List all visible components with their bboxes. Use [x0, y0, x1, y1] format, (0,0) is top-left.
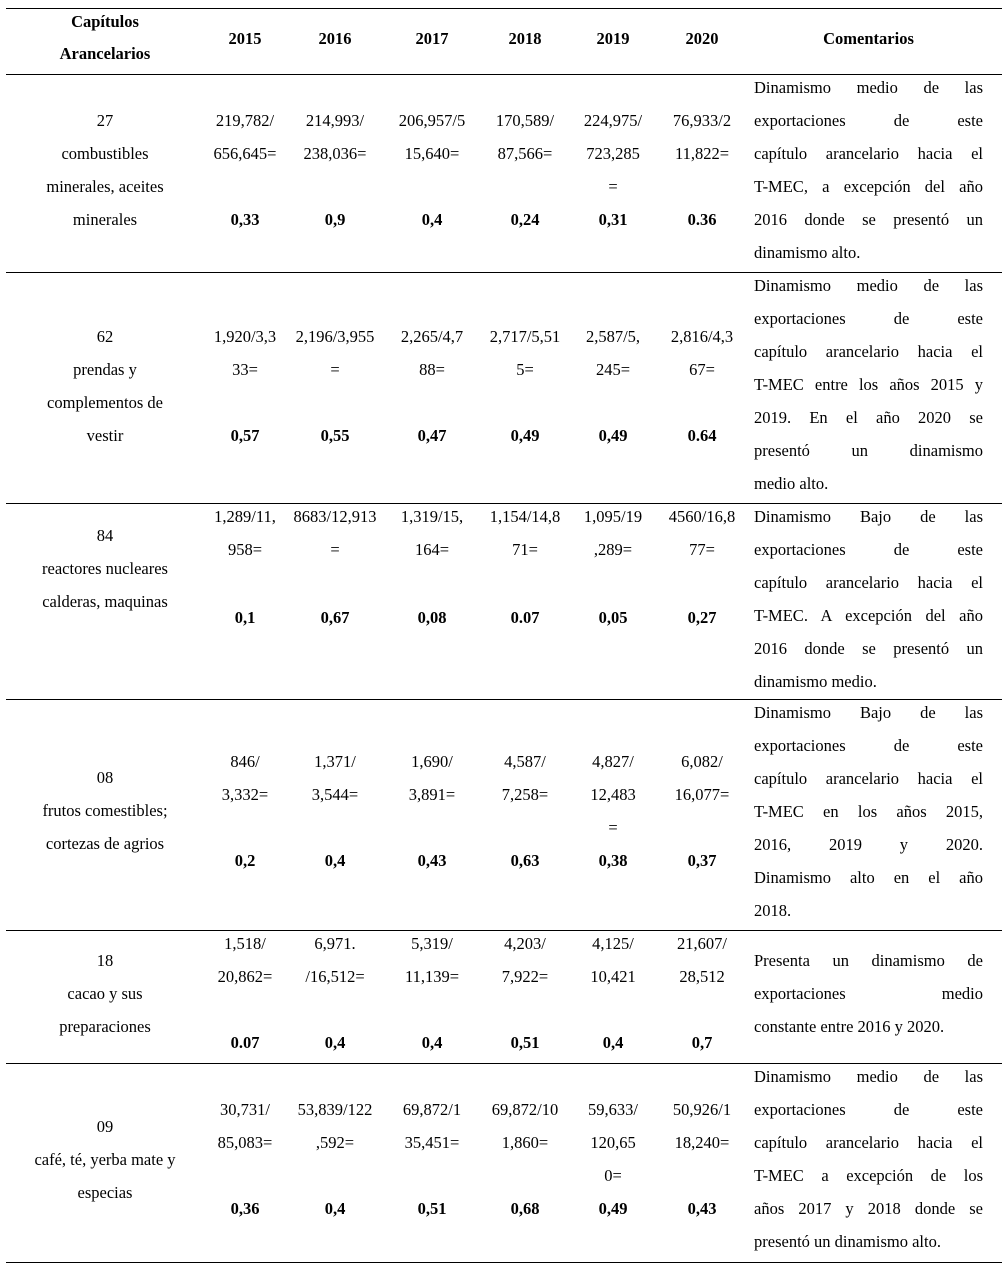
comment-line: exportaciones de este: [754, 309, 983, 328]
comment-cell: [754, 269, 983, 500]
ratio-formula-line: 2,717/5,51: [489, 327, 561, 346]
chapter-name-line: complementos de: [47, 393, 163, 412]
ratio-formula-line: 5=: [516, 360, 534, 379]
header-year-2018: 2018: [508, 29, 542, 48]
ratio-formula-line: 1,371/: [314, 752, 356, 771]
ratio-formula-line: ,592=: [315, 1133, 355, 1152]
table-bottom-rule: [6, 1262, 1002, 1263]
ratio-cell-2018: [478, 745, 572, 811]
ratio-formula-line: 1,690/: [411, 752, 453, 771]
ratio-value: 0.07: [230, 1033, 260, 1052]
ratio-formula-line: 6,971.: [314, 934, 356, 953]
ratio-value: 0,36: [230, 1199, 260, 1218]
ratio-formula-line: 120,65: [590, 1133, 636, 1152]
comment-line: dinamismo alto.: [754, 243, 861, 262]
ratio-value: 0,49: [598, 1199, 628, 1218]
ratio-formula-line: 18,240=: [674, 1133, 730, 1152]
ratio-formula-line: 219,782/: [215, 111, 275, 130]
ratio-value: 0,49: [510, 426, 540, 445]
chapter-cell: [14, 1110, 196, 1209]
chapter-cell: [14, 519, 196, 618]
ratio-cell-2020: [656, 104, 748, 170]
ratio-value: 0.36: [687, 210, 717, 229]
comment-cell: [754, 1060, 983, 1258]
ratio-formula-line: 10,421: [590, 967, 636, 986]
ratio-formula-line: =: [330, 360, 340, 379]
ratio-formula-line: 15,640=: [404, 144, 460, 163]
ratio-value: 0,2: [234, 851, 256, 870]
comment-line: exportaciones de este: [754, 540, 983, 559]
ratio-cell-2015: [196, 927, 294, 993]
ratio-value: 0,08: [417, 608, 447, 627]
comment-line: exportaciones medio: [754, 984, 983, 1003]
ratio-value: 0,43: [417, 851, 447, 870]
comment-line: exportaciones de este: [754, 1100, 983, 1119]
ratio-value: 0,4: [324, 1199, 346, 1218]
chapter-code: 09: [96, 1117, 114, 1136]
comment-line: 2016, 2019 y 2020.: [754, 835, 983, 854]
ratio-cell-2015: [196, 1093, 294, 1159]
ratio-formula-line: 67=: [689, 360, 715, 379]
chapter-name-line: especias: [77, 1183, 133, 1202]
ratio-formula-line: =: [330, 540, 340, 559]
chapter-name-line: vestir: [86, 426, 124, 445]
ratio-formula-line: 71=: [512, 540, 538, 559]
ratio-formula-line: ,289=: [593, 540, 633, 559]
ratio-value: 0,4: [324, 1033, 346, 1052]
header-chapters: [12, 5, 198, 70]
ratio-value: 0,4: [421, 210, 443, 229]
ratio-cell-2019: [570, 745, 656, 844]
comment-line: Dinamismo Bajo de las: [754, 703, 983, 722]
ratio-cell-2018: [478, 320, 572, 386]
ratio-value: 0,33: [230, 210, 260, 229]
ratio-formula-line: 245=: [595, 360, 631, 379]
comment-line: capítulo arancelario hacia el: [754, 769, 983, 788]
ratio-formula-line: 0=: [604, 1166, 622, 1185]
ratio-value: 0,7: [691, 1033, 713, 1052]
comment-line: T-MEC en los años 2015,: [754, 802, 983, 821]
header-chapters-line2: Arancelarios: [59, 44, 151, 63]
ratio-cell-2020: [656, 1093, 748, 1159]
ratio-value: 0,63: [510, 851, 540, 870]
ratio-cell-2015: [196, 745, 294, 811]
ratio-cell-2016: [286, 927, 384, 993]
ratio-formula-line: 164=: [414, 540, 450, 559]
ratio-value: 0,4: [421, 1033, 443, 1052]
chapter-cell: [14, 320, 196, 452]
chapter-code: 08: [96, 768, 114, 787]
chapter-code: 27: [96, 111, 114, 130]
comment-cell: [754, 696, 983, 927]
chapter-name-line: preparaciones: [59, 1017, 151, 1036]
ratio-formula-line: 69,872/10: [491, 1100, 559, 1119]
ratio-formula-line: 1,095/19: [583, 507, 643, 526]
header-year-2019: 2019: [596, 29, 630, 48]
ratio-value: 0,27: [687, 608, 717, 627]
chapter-code: 62: [96, 327, 114, 346]
comment-line: Dinamismo Bajo de las: [754, 507, 983, 526]
ratio-cell-2018: [478, 927, 572, 993]
ratio-formula-line: 77=: [689, 540, 715, 559]
chapter-code: 18: [96, 951, 114, 970]
ratio-value: 0,38: [598, 851, 628, 870]
ratio-formula-line: =: [608, 177, 618, 196]
ratio-formula-line: 28,512: [679, 967, 725, 986]
chapter-name-line: combustibles: [61, 144, 149, 163]
ratio-formula-line: 69,872/1: [402, 1100, 462, 1119]
ratio-cell-2017: [383, 500, 481, 566]
ratio-value: 0,43: [687, 1199, 717, 1218]
ratio-cell-2016: [286, 104, 384, 170]
ratio-cell-2019: [570, 320, 656, 386]
comment-line: Dinamismo medio de las: [754, 78, 983, 97]
ratio-cell-2016: [286, 745, 384, 811]
ratio-formula-line: 11,822=: [674, 144, 730, 163]
comment-line: 2019. En el año 2020 se: [754, 408, 983, 427]
chapter-code: 84: [96, 526, 114, 545]
ratio-formula-line: 2,816/4,3: [670, 327, 734, 346]
ratio-cell-2015: [196, 500, 294, 566]
ratio-value: 0,67: [320, 608, 350, 627]
ratio-formula-line: 2,265/4,7: [400, 327, 464, 346]
ratio-cell-2018: [478, 1093, 572, 1159]
chapter-name-line: minerales, aceites: [46, 177, 164, 196]
ratio-value: 0,55: [320, 426, 350, 445]
ratio-formula-line: 53,839/122: [297, 1100, 373, 1119]
ratio-formula-line: 1,154/14,8: [489, 507, 561, 526]
ratio-formula-line: 206,957/5: [398, 111, 466, 130]
header-comments: Comentarios: [823, 29, 914, 48]
chapter-name-line: calderas, maquinas: [42, 592, 168, 611]
ratio-cell-2017: [383, 927, 481, 993]
ratio-cell-2020: [656, 927, 748, 993]
ratio-formula-line: 4,827/: [592, 752, 634, 771]
ratio-formula-line: 958=: [227, 540, 263, 559]
chapter-cell: [14, 944, 196, 1043]
ratio-cell-2018: [478, 500, 572, 566]
chapter-name-line: cortezas de agrios: [45, 834, 165, 853]
ratio-value: 0,47: [417, 426, 447, 445]
ratio-formula-line: 88=: [419, 360, 445, 379]
comment-line: 2018.: [754, 901, 792, 920]
ratio-formula-line: 21,607/: [677, 934, 727, 953]
ratio-cell-2015: [196, 104, 294, 170]
ratio-formula-line: 12,483: [590, 785, 636, 804]
chapter-name-line: cacao y sus: [67, 984, 143, 1003]
ratio-formula-line: 3,332=: [221, 785, 269, 804]
ratio-formula-line: 170,589/: [495, 111, 555, 130]
ratio-formula-line: 1,920/3,3: [213, 327, 277, 346]
ratio-formula-line: 35,451=: [404, 1133, 460, 1152]
ratio-formula-line: 76,933/2: [672, 111, 732, 130]
chapter-name-line: café, té, yerba mate y: [34, 1150, 176, 1169]
comment-line: Dinamismo medio de las: [754, 276, 983, 295]
ratio-formula-line: 4,587/: [504, 752, 546, 771]
ratio-formula-line: 7,258=: [501, 785, 549, 804]
ratio-cell-2019: [570, 927, 656, 993]
comment-line: capítulo arancelario hacia el: [754, 1133, 983, 1152]
ratio-value: 0,37: [687, 851, 717, 870]
comment-cell: [754, 500, 983, 698]
ratio-cell-2018: [478, 104, 572, 170]
ratio-formula-line: 85,083=: [217, 1133, 273, 1152]
comment-line: T-MEC. A excepción del año: [754, 606, 983, 625]
chapter-name-line: minerales: [72, 210, 138, 229]
ratio-value: 0,1: [234, 608, 256, 627]
comment-line: dinamismo medio.: [754, 672, 877, 691]
comment-line: capítulo arancelario hacia el: [754, 144, 983, 163]
ratio-formula-line: =: [608, 818, 618, 837]
comment-line: años 2017 y 2018 donde se: [754, 1199, 983, 1218]
ratio-cell-2017: [383, 745, 481, 811]
ratio-formula-line: 11,139=: [404, 967, 460, 986]
ratio-formula-line: 224,975/: [583, 111, 643, 130]
comment-line: presentó un dinamismo alto.: [754, 1232, 941, 1251]
ratio-cell-2020: [656, 500, 748, 566]
ratio-formula-line: 4,203/: [504, 934, 546, 953]
ratio-cell-2019: [570, 104, 656, 203]
ratio-formula-line: 20,862=: [217, 967, 273, 986]
ratio-formula-line: 7,922=: [501, 967, 549, 986]
ratio-value: 0.64: [687, 426, 717, 445]
chapter-cell: [14, 761, 196, 860]
comment-line: T-MEC entre los años 2015 y: [754, 375, 983, 394]
ratio-formula-line: 1,289/11,: [214, 507, 276, 526]
header-year-2020: 2020: [685, 29, 719, 48]
ratio-formula-line: 656,645=: [213, 144, 277, 163]
ratio-formula-line: 3,891=: [408, 785, 456, 804]
ratio-value: 0,68: [510, 1199, 540, 1218]
ratio-value: 0,24: [510, 210, 540, 229]
ratio-cell-2017: [383, 320, 481, 386]
ratio-value: 0,4: [602, 1033, 624, 1052]
ratio-value: 0,51: [417, 1199, 447, 1218]
chapter-cell: [14, 104, 196, 236]
ratio-value: 0,9: [324, 210, 346, 229]
comment-line: T-MEC, a excepción del año: [754, 177, 983, 196]
comment-cell: [754, 71, 983, 269]
header-year-2017: 2017: [415, 29, 449, 48]
ratio-formula-line: 1,319/15,: [400, 507, 464, 526]
ratio-formula-line: 1,518/: [224, 934, 266, 953]
ratio-cell-2017: [383, 1093, 481, 1159]
ratio-cell-2016: [286, 1093, 384, 1159]
ratio-cell-2019: [570, 1093, 656, 1192]
comment-line: constante entre 2016 y 2020.: [754, 1017, 945, 1036]
comment-line: Dinamismo medio de las: [754, 1067, 983, 1086]
header-year-2015: 2015: [228, 29, 262, 48]
ratio-formula-line: 4,125/: [592, 934, 634, 953]
ratio-formula-line: 33=: [232, 360, 258, 379]
ratio-value: 0,51: [510, 1033, 540, 1052]
ratio-formula-line: 6,082/: [681, 752, 723, 771]
header-chapters-line1: Capítulos: [71, 12, 139, 31]
ratio-formula-line: 846/: [230, 752, 260, 771]
chapter-name-line: frutos comestibles;: [42, 801, 168, 820]
ratio-cell-2020: [656, 745, 748, 811]
comment-line: exportaciones de este: [754, 736, 983, 755]
ratio-formula-line: 87,566=: [497, 144, 553, 163]
ratio-value: 0.07: [510, 608, 540, 627]
ratio-formula-line: 3,544=: [311, 785, 359, 804]
ratio-cell-2020: [656, 320, 748, 386]
ratio-cell-2019: [570, 500, 656, 566]
ratio-value: 0,4: [324, 851, 346, 870]
chapter-name-line: reactores nucleares: [42, 559, 168, 578]
comment-line: 2016 donde se presentó un: [754, 210, 983, 229]
ratio-cell-2016: [286, 320, 384, 386]
ratio-formula-line: 30,731/: [220, 1100, 270, 1119]
comment-line: presentó un dinamismo: [754, 441, 983, 460]
ratio-formula-line: 723,285: [586, 144, 640, 163]
ratio-formula-line: 5,319/: [411, 934, 453, 953]
ratio-formula-line: 1,860=: [501, 1133, 549, 1152]
comment-line: Presenta un dinamismo de: [754, 951, 983, 970]
ratio-value: 0,05: [598, 608, 628, 627]
ratio-formula-line: 50,926/1: [672, 1100, 732, 1119]
chapter-name-line: prendas y: [73, 360, 137, 379]
ratio-formula-line: 4560/16,8: [668, 507, 736, 526]
ratio-value: 0,49: [598, 426, 628, 445]
comment-line: exportaciones de este: [754, 111, 983, 130]
ratio-formula-line: 2,587/5,: [585, 327, 641, 346]
ratio-formula-line: 2,196/3,955: [295, 327, 375, 346]
ratio-formula-line: 8683/12,913: [293, 507, 377, 526]
comment-line: Dinamismo alto en el año: [754, 868, 983, 887]
comment-line: capítulo arancelario hacia el: [754, 342, 983, 361]
ratio-formula-line: /16,512=: [305, 967, 365, 986]
ratio-cell-2015: [196, 320, 294, 386]
ratio-formula-line: 59,633/: [588, 1100, 638, 1119]
comment-line: capítulo arancelario hacia el: [754, 573, 983, 592]
ratio-value: 0,57: [230, 426, 260, 445]
ratio-formula-line: 214,993/: [305, 111, 365, 130]
ratio-formula-line: 238,036=: [303, 144, 367, 163]
comment-line: 2016 donde se presentó un: [754, 639, 983, 658]
comment-line: T-MEC a excepción de los: [754, 1166, 983, 1185]
ratio-cell-2017: [383, 104, 481, 170]
ratio-value: 0,31: [598, 210, 628, 229]
comment-cell: [754, 944, 983, 1043]
ratio-cell-2016: [286, 500, 384, 566]
ratio-formula-line: 16,077=: [674, 785, 730, 804]
comment-line: medio alto.: [754, 474, 829, 493]
header-year-2016: 2016: [318, 29, 352, 48]
